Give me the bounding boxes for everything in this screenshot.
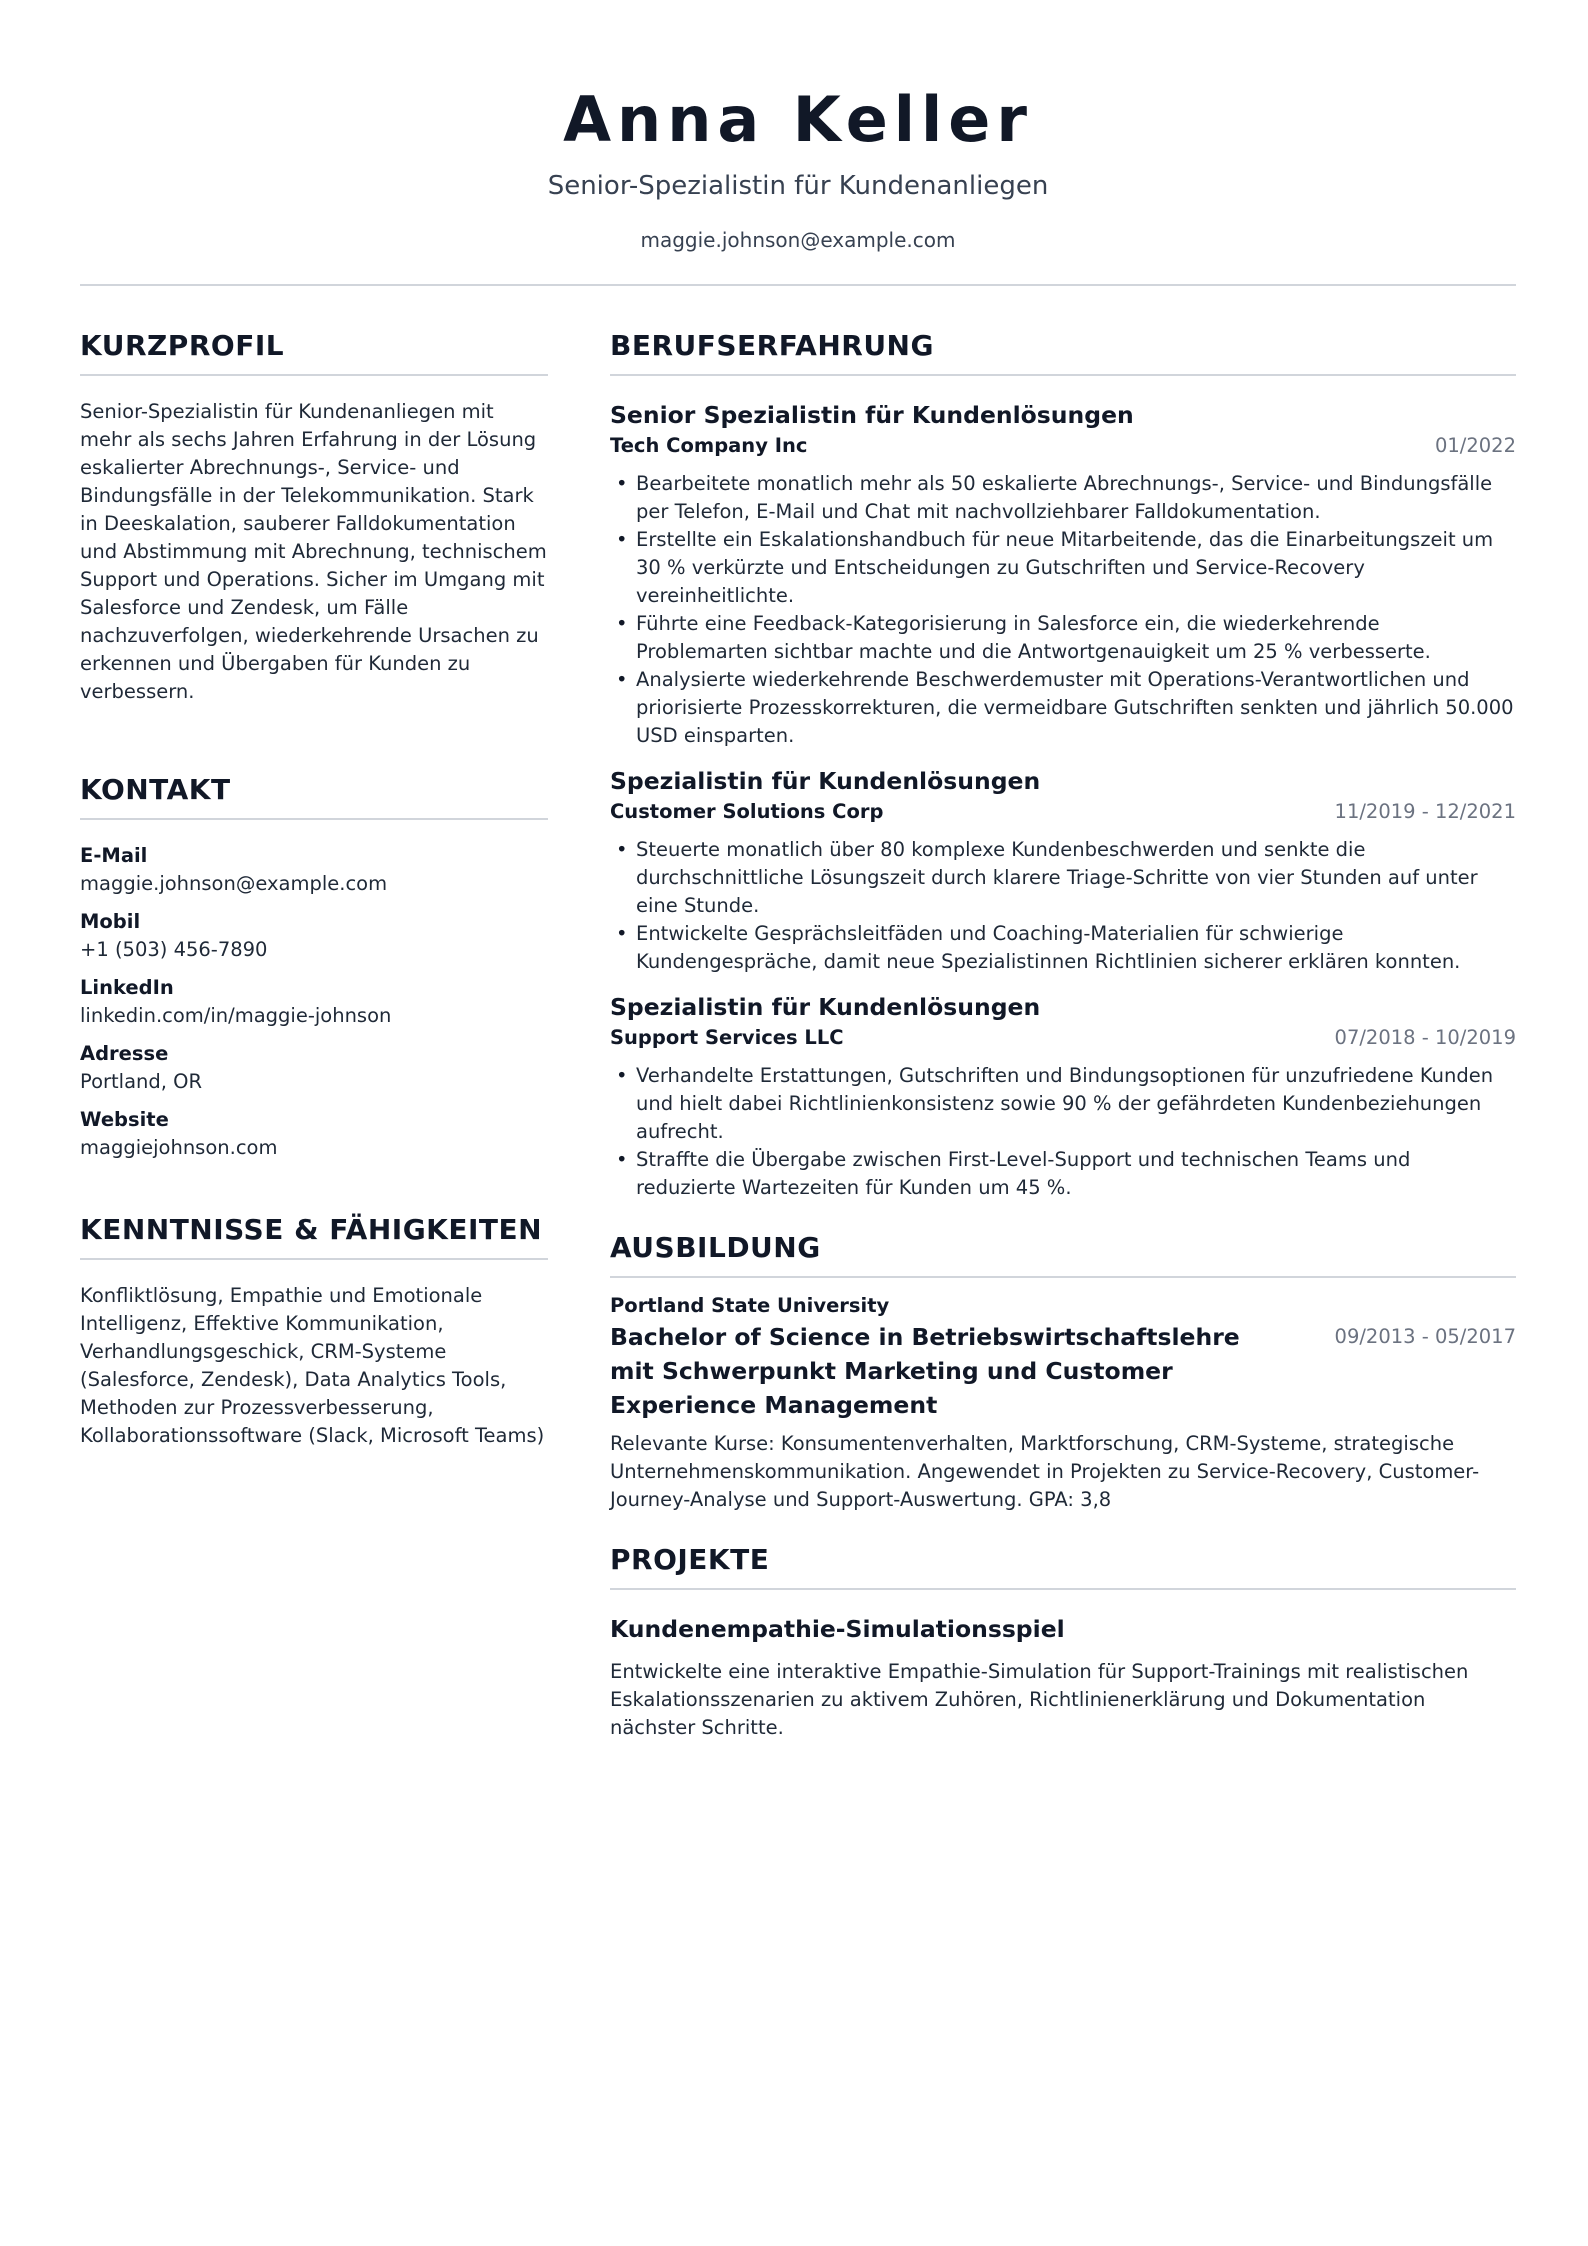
bullet-item: • Verhandelte Erstattungen, Gutschriften und Bindungsoptionen für unzufriedene Kunden und hielt dabei Richtlinienkonsistenz sowie 90 % der gefährdeten Kundenbeziehungen aufrecht. <box>610 1062 1516 1146</box>
job-meta <box>610 432 1516 460</box>
contact-item-mobile <box>80 908 548 964</box>
contact-value-linkedin[interactable]: linkedin.com/in/maggie-johnson <box>80 1004 392 1027</box>
job-meta <box>610 798 1516 826</box>
contact-value-address: Portland, OR <box>80 1070 203 1093</box>
job-meta <box>610 1024 1516 1052</box>
contact-item-linkedin <box>80 974 548 1030</box>
contact-label: E-Mail <box>80 844 148 867</box>
school-name: Portland State University <box>610 1294 890 1317</box>
contact-value-mobile: +1 (503) 456-7890 <box>80 938 268 961</box>
job-title: Senior Spezialistin für Kundenlösungen <box>610 401 1134 429</box>
job-entry <box>610 990 1516 1202</box>
contact-value-email[interactable]: maggie.johnson@example.com <box>80 872 388 895</box>
bullet-item: • Entwickelte Gesprächsleitfäden und Coaching-Materialien für schwierige Kundengespräche, damit neue Spezialistinnen Richtlinien sicherer erklären konnten. <box>610 920 1516 976</box>
skills-section <box>80 1202 548 1450</box>
right-column <box>610 318 1516 1742</box>
job-bullets <box>610 836 1516 976</box>
contact-item-email <box>80 842 548 898</box>
job-title: Spezialistin für Kundenlösungen <box>610 993 1041 1021</box>
degree-title: Bachelor of Science in Betriebswirtschaftslehre mit Schwerpunkt Marketing und Customer Experience Management <box>610 1323 1240 1419</box>
contact-item-address <box>80 1040 548 1096</box>
education-details: Relevante Kurse: Konsumentenverhalten, Marktforschung, CRM-Systeme, strategische Unternehmenskommunikation. Angewendet in Projekten zu Service-Recovery, Customer-Journey-Analyse und Support-Auswertung. GPA: 3,8 <box>610 1432 1480 1511</box>
section-title-skills: KENNTNISSE & FÄHIGKEITEN <box>80 1202 548 1260</box>
bullet-item: • Führte eine Feedback-Kategorisierung in Salesforce ein, die wiederkehrende Problemarten sichtbar machte und die Antwortgenauigkeit um 25 % verbesserte. <box>610 610 1516 666</box>
candidate-name: Anna Keller <box>563 83 1033 156</box>
section-title-experience: BERUFSERFAHRUNG <box>610 318 1516 376</box>
job-bullets <box>610 1062 1516 1202</box>
contact-label: Website <box>80 1108 169 1131</box>
contact-item-website <box>80 1106 548 1162</box>
skills-text: Konfliktlösung, Empathie und Emotionale Intelligenz, Effektive Kommunikation, Verhandlungsgeschick, CRM-Systeme (Salesforce, Zendesk), Data Analytics Tools, Methoden zur Prozessverbesserung, Kollaborationssoftware (Slack, Microsoft Teams) <box>80 1284 545 1447</box>
summary-text: Senior-Spezialistin für Kundenanliegen mit mehr als sechs Jahren Erfahrung in der Lösung eskalierter Abrechnungs-, Service- und Bindungsfälle in der Telekommunikation. Stark in Deeskalation, sauberer Falldokumentation und Abstimmung mit Abrechnung, technischem Support und Operations. Sicher im Umgang mit Salesforce und Zendesk, um Fälle nachzuverfolgen, wiederkehrende Ursachen zu erkennen und Übergaben für Kunden zu verbessern. <box>80 400 547 703</box>
bullet-item: • Bearbeitete monatlich mehr als 50 eskalierte Abrechnungs-, Service- und Bindungsfälle per Telefon, E-Mail und Chat mit nachvollziehbarer Falldokumentation. <box>610 470 1516 526</box>
job-date: 11/2019 - 12/2021 <box>1334 800 1516 823</box>
section-title-education: AUSBILDUNG <box>610 1220 1516 1278</box>
summary-section <box>80 318 548 706</box>
candidate-headline: Senior-Spezialistin für Kundenanliegen <box>547 171 1049 201</box>
bullet-item: • Erstellte ein Eskalationshandbuch für neue Mitarbeitende, das die Einarbeitungszeit um 30 % verkürzte und Entscheidungen zu Gutschriften und Service-Recovery vereinheitlichte. <box>610 526 1516 610</box>
left-column <box>80 318 548 1506</box>
header-email: maggie.johnson@example.com <box>640 228 956 252</box>
company-name: Customer Solutions Corp <box>610 800 884 823</box>
job-entry <box>610 398 1516 750</box>
company-name: Support Services LLC <box>610 1026 844 1049</box>
projects-section <box>610 1532 1516 1742</box>
education-section <box>610 1220 1516 1514</box>
resume-header <box>80 0 1516 286</box>
project-title: Kundenempathie-Simulationsspiel <box>610 1615 1065 1643</box>
bullet-item: • Analysierte wiederkehrende Beschwerdemuster mit Operations-Verantwortlichen und priorisierte Prozesskorrekturen, die vermeidbare Gutschriften senkten und jährlich 50.000 USD einsparten. <box>610 666 1516 750</box>
project-text: Entwickelte eine interaktive Empathie-Simulation für Support-Trainings mit realistischen Eskalationsszenarien zu aktivem Zuhören, Richtlinienerklärung und Dokumentation nächster Schritte. <box>610 1660 1469 1739</box>
job-title: Spezialistin für Kundenlösungen <box>610 767 1041 795</box>
company-name: Tech Company Inc <box>610 434 808 457</box>
section-title-contact: KONTAKT <box>80 762 548 820</box>
contact-label: Mobil <box>80 910 141 933</box>
section-title-projects: PROJEKTE <box>610 1532 1516 1590</box>
contact-value-website[interactable]: maggiejohnson.com <box>80 1136 278 1159</box>
experience-section <box>610 318 1516 1202</box>
job-date: 01/2022 <box>1434 434 1516 457</box>
bullet-item: • Straffte die Übergabe zwischen First-Level-Support und technischen Teams und reduzierte Wartezeiten für Kunden um 45 %. <box>610 1146 1516 1202</box>
bullet-item: • Steuerte monatlich über 80 komplexe Kundenbeschwerden und senkte die durchschnittliche Lösungszeit durch klarere Triage-Schritte von vier Stunden auf unter eine Stunde. <box>610 836 1516 920</box>
job-date: 07/2018 - 10/2019 <box>1334 1026 1516 1049</box>
contact-section <box>80 762 548 1162</box>
section-title-summary: KURZPROFIL <box>80 318 548 376</box>
job-entry <box>610 764 1516 976</box>
job-bullets <box>610 470 1516 750</box>
education-date: 09/2013 - 05/2017 <box>1334 1325 1516 1348</box>
contact-label: LinkedIn <box>80 976 174 999</box>
contact-label: Adresse <box>80 1042 169 1065</box>
degree-row <box>610 1320 1516 1422</box>
